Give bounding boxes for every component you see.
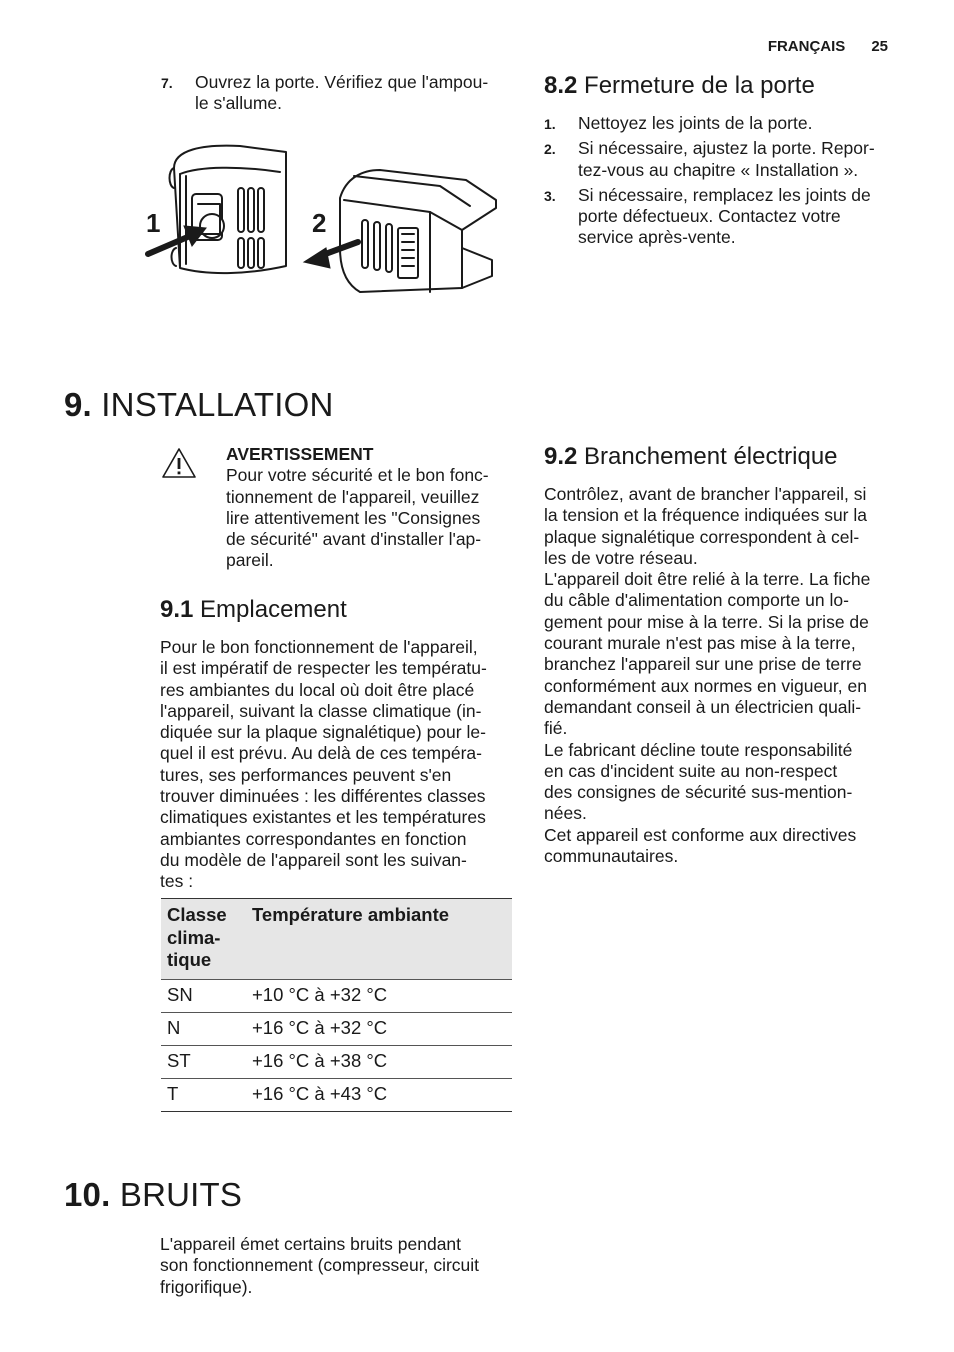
- table-cell: +10 °C à +32 °C: [246, 979, 512, 1012]
- section-9-1-paragraph: [160, 637, 525, 893]
- text-line: son fonctionnement (compresseur, circuit: [160, 1255, 480, 1276]
- text-line: Contrôlez, avant de brancher l'appareil, si: [544, 484, 867, 504]
- text-line: demandant conseil à un électricien quali-: [544, 696, 862, 717]
- section-title: Emplacement: [200, 596, 347, 623]
- section-number: 9.: [64, 386, 92, 423]
- text-line: climatiques existantes et les températures: [160, 807, 486, 828]
- section-10-heading: [64, 1176, 242, 1214]
- table-cell: N: [161, 1012, 246, 1045]
- text-line: des consignes de sécurité sus-mention-: [544, 782, 853, 803]
- section-number: 9.1: [160, 596, 194, 623]
- text-line: il est impératif de respecter les températu-: [160, 658, 487, 679]
- text-line: de sécurité" avant d'installer l'ap-: [226, 529, 482, 550]
- section-title: Branchement électrique: [584, 443, 838, 470]
- warning-triangle-icon: [160, 446, 198, 480]
- step-text-line: Nettoyez les joints de la porte.: [578, 113, 813, 133]
- text-line: plaque signalétique correspondent à cel-: [544, 526, 860, 547]
- list-item: [161, 72, 521, 115]
- text-line: trouver diminuées : les différentes classes: [160, 786, 486, 807]
- language-label: FRANÇAIS: [767, 38, 846, 55]
- list-item: [544, 138, 904, 181]
- step-text-line: porte défectueux. Contactez votre: [578, 206, 841, 227]
- warning-text: [226, 465, 526, 571]
- text-line: res ambiantes du local où doit être placé: [160, 679, 475, 700]
- text-line: conformément aux normes en vigueur, en: [544, 675, 867, 696]
- section-number: 8.2: [544, 72, 578, 99]
- figure-label-1: 1: [146, 208, 161, 238]
- text-line: L'appareil émet certains bruits pendant: [160, 1234, 462, 1254]
- table-row: [161, 1078, 512, 1111]
- text-line: nées.: [544, 803, 587, 824]
- text-line: lire attentivement les "Consignes: [226, 507, 481, 528]
- section-9-2-heading: [544, 443, 838, 471]
- text-line: ambiantes correspondantes en fonction: [160, 828, 467, 849]
- table-cell: T: [161, 1078, 246, 1111]
- lamp-illustration: [140, 138, 510, 300]
- section-number: 9.2: [544, 443, 578, 470]
- table-row: [161, 979, 512, 1012]
- text-line: fié.: [544, 718, 568, 739]
- step-7: [161, 72, 521, 119]
- step-number: 1.: [544, 116, 556, 132]
- section-10-paragraph: [160, 1234, 525, 1298]
- step-number: 2.: [544, 141, 556, 158]
- step-number: 7.: [161, 75, 173, 91]
- text-line: courant murale n'est pas mise à la terre,: [544, 633, 856, 654]
- text-line: la tension et la fréquence indiquées sur la: [544, 505, 867, 526]
- section-9-2-paragraph: [544, 484, 914, 867]
- table-cell: ST: [161, 1045, 246, 1078]
- text-line: pareil.: [226, 550, 274, 571]
- section-title: INSTALLATION: [101, 386, 334, 423]
- text-line: branchez l'appareil sur une prise de terre: [544, 654, 862, 675]
- page-number: 25: [871, 38, 888, 55]
- text-line: gement pour mise à la terre. Si la prise de: [544, 611, 869, 632]
- section-number: 10.: [64, 1176, 111, 1213]
- figure-label-2: 2: [312, 208, 327, 238]
- table-cell: +16 °C à +32 °C: [246, 1012, 512, 1045]
- text-line: du câble d'alimentation comporte un lo-: [544, 590, 849, 611]
- section-9-1-heading: [160, 596, 347, 624]
- section-title: Fermeture de la porte: [584, 72, 815, 99]
- text-line: communautaires.: [544, 846, 679, 867]
- warning-title: AVERTISSEMENT: [226, 444, 374, 464]
- table-row: [161, 1045, 512, 1078]
- table-cell: +16 °C à +43 °C: [246, 1078, 512, 1111]
- section-title: BRUITS: [119, 1176, 243, 1213]
- warning-icon-wrap: [160, 446, 198, 485]
- step-text-line: Si nécessaire, ajustez la porte. Repor-: [578, 138, 875, 159]
- section-9-heading: [64, 386, 334, 424]
- text-line: L'appareil doit être relié à la terre. La fiche: [544, 569, 871, 590]
- table-row: [161, 1012, 512, 1045]
- list-item: [544, 113, 904, 134]
- text-line: Cet appareil est conforme aux directives: [544, 824, 857, 845]
- warning-box: [226, 444, 526, 572]
- text-line: Pour votre sécurité et le bon fonc-: [226, 465, 489, 486]
- text-line: diquée sur la plaque signalétique) pour le-: [160, 722, 486, 743]
- running-header: [768, 38, 888, 55]
- step-text-line: tez-vous au chapitre « Installation ».: [578, 159, 859, 180]
- text-line: tures, ses performances peuvent s'en: [160, 764, 452, 785]
- step-text-line: Si nécessaire, remplacez les joints de: [578, 184, 871, 205]
- text-line: les de votre réseau.: [544, 547, 698, 568]
- step-text-line: le s'allume.: [195, 93, 282, 114]
- section-8-2-heading: [544, 72, 815, 100]
- text-line: tes :: [160, 871, 194, 892]
- text-line: tionnement de l'appareil, veuillez: [226, 486, 480, 507]
- climate-table: [161, 898, 512, 1112]
- climate-table-wrap: [161, 898, 512, 1112]
- text-line: du modèle de l'appareil sont les suivan-: [160, 849, 467, 870]
- table-header-row: [161, 899, 512, 980]
- section-8-2-steps: [544, 113, 904, 253]
- step-number: 3.: [544, 187, 556, 204]
- column-header-temperature: Température ambiante: [246, 899, 512, 980]
- text-line: l'appareil, suivant la classe climatique (in-: [160, 700, 482, 721]
- table-cell: +16 °C à +38 °C: [246, 1045, 512, 1078]
- text-line: frigorifique).: [160, 1276, 253, 1297]
- step-text-line: service après-vente.: [578, 227, 736, 248]
- list-item: [544, 185, 904, 249]
- text-line: Pour le bon fonctionnement de l'appareil,: [160, 637, 478, 657]
- step-text-line: Ouvrez la porte. Vérifiez que l'ampou-: [195, 72, 489, 92]
- text-line: Le fabricant décline toute responsabilité: [544, 739, 853, 760]
- text-line: quel il est prévu. Au delà de ces tempéra-: [160, 743, 482, 764]
- table-cell: SN: [161, 979, 246, 1012]
- text-line: en cas d'incident suite au non-respect: [544, 760, 838, 781]
- column-header-class: Classe clima- tique: [161, 899, 246, 980]
